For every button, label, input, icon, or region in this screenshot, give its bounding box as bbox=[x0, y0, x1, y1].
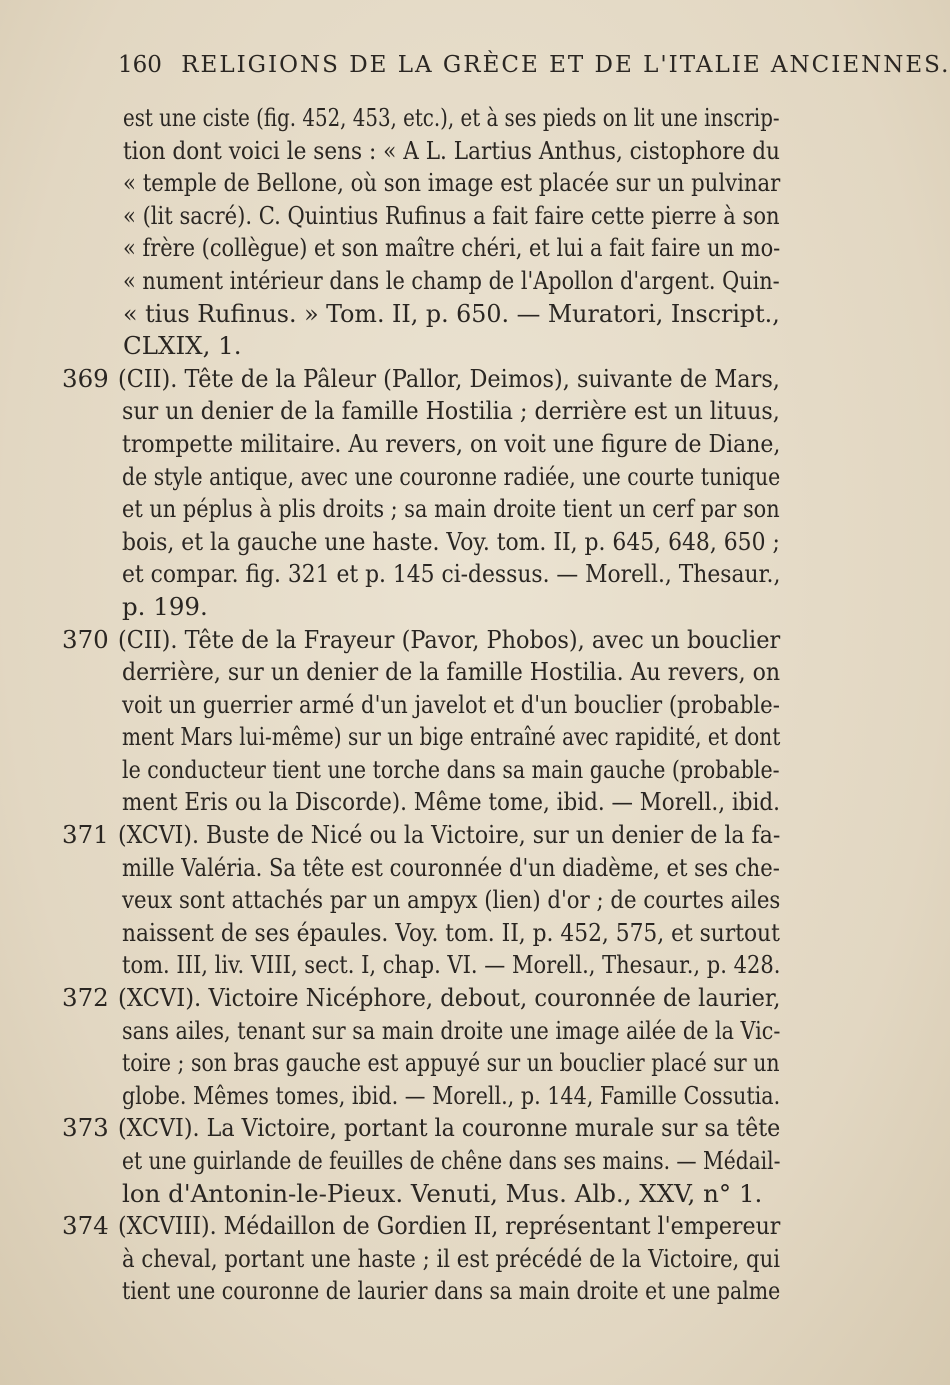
text-line: 370 (CII). Tête de la Frayeur (Pavor, Phobos), avec un bouclier bbox=[0, 624, 800, 657]
text-line: p. 199. bbox=[122, 591, 208, 621]
text-line: « frère (collègue) et son maître chéri, et lui a fait faire un mo- bbox=[123, 233, 781, 263]
text-line: ment Eris ou la Discorde). Même tome, ibid. — Morell., ibid. bbox=[122, 787, 780, 817]
text-line: « tius Rufinus. » Tom. II, p. 650. — Muratori, Inscript., bbox=[123, 298, 780, 328]
entry-number: 373 bbox=[62, 1113, 109, 1143]
text-line: 369 (CII). Tête de la Pâleur (Pallor, Deimos), suivante de Mars, bbox=[0, 363, 800, 396]
text-line: et compar. fig. 321 et p. 145 ci-dessus. — Morell., Thesaur., bbox=[122, 559, 781, 589]
text-line: mille Valéria. Sa tête est couronnée d'un diadème, et ses che- bbox=[122, 852, 780, 882]
text-line: naissent de ses épaules. Voy. tom. II, p. 452, 575, et surtout bbox=[122, 917, 780, 947]
text-line: lon d'Antonin-le-Pieux. Venuti, Mus. Alb., XXV, n° 1. bbox=[122, 1178, 763, 1208]
text-line: bois, et la gauche une haste. Voy. tom. II, p. 645, 648, 650 ; bbox=[122, 526, 780, 556]
text-line: « nument intérieur dans le champ de l'Apollon d'argent. Quin- bbox=[123, 265, 780, 295]
text-line: le conducteur tient une torche dans sa main gauche (probable- bbox=[122, 754, 780, 784]
text-line: 374 (XCVIII). Médaillon de Gordien II, représentant l'empereur bbox=[0, 1210, 800, 1243]
entry-372 bbox=[0, 982, 800, 1112]
text-line: tom. III, liv. VIII, sect. I, chap. VI. — Morell., Thesaur., p. 428. bbox=[122, 950, 781, 980]
entry-number: 371 bbox=[62, 820, 109, 850]
text-line: sur un denier de la famille Hostilia ; derrière est un lituus, bbox=[122, 396, 780, 426]
entry-number: 372 bbox=[62, 983, 109, 1013]
text-line: « temple de Bellone, où son image est placée sur un pulvinar bbox=[123, 168, 781, 198]
text-line: veux sont attachés par un ampyx (lien) d'or ; de courtes ailes bbox=[122, 885, 781, 915]
running-header bbox=[118, 52, 950, 78]
text-line: est une ciste (fig. 452, 453, etc.), et à ses pieds on lit une inscrip- bbox=[123, 103, 780, 132]
text-line: derrière, sur un denier de la famille Hostilia. Au revers, on bbox=[122, 657, 781, 687]
text-line: globe. Mêmes tomes, ibid. — Morell., p. 144, Famille Cossutia. bbox=[122, 1080, 781, 1110]
entry-number: 370 bbox=[62, 624, 109, 654]
entry-373 bbox=[0, 1112, 800, 1210]
text-line: tion dont voici le sens : « A L. Lartius Anthus, cistophore du bbox=[123, 135, 780, 165]
entry-369 bbox=[0, 363, 800, 624]
text-line: sans ailes, tenant sur sa main droite une image ailée de la Vic- bbox=[122, 1015, 781, 1045]
text-line: ment Mars lui-même) sur un bige entraîné avec rapidité, et dont bbox=[122, 722, 781, 752]
text-line: « (lit sacré). C. Quintius Rufinus a fait faire cette pierre à son bbox=[123, 200, 780, 230]
text-line: à cheval, portant une haste ; il est précédé de la Victoire, qui bbox=[122, 1243, 781, 1273]
text-line: et un péplus à plis droits ; sa main droite tient un cerf par son bbox=[122, 494, 780, 524]
text-line: CLXIX, 1. bbox=[123, 331, 242, 361]
text-line: de style antique, avec une couronne radiée, une courte tunique bbox=[122, 461, 781, 491]
entry-number: 369 bbox=[62, 363, 109, 393]
text-line: trompette militaire. Au revers, on voit une figure de Diane, bbox=[122, 428, 781, 458]
text-line: 373 (XCVI). La Victoire, portant la couronne murale sur sa tête bbox=[0, 1112, 800, 1145]
text-line: et une guirlande de feuilles de chêne dans ses mains. — Médail- bbox=[122, 1146, 781, 1175]
text-line: 371 (XCVI). Buste de Nicé ou la Victoire, sur un denier de la fa- bbox=[0, 819, 800, 852]
page-number: 160 bbox=[118, 52, 162, 78]
entry-number: 374 bbox=[62, 1211, 109, 1241]
text-line: voit un guerrier armé d'un javelot et d'un bouclier (probable- bbox=[122, 689, 780, 719]
continued-paragraph bbox=[0, 102, 800, 363]
entry-371 bbox=[0, 819, 800, 982]
page-body bbox=[0, 102, 800, 1308]
text-line: tient une couronne de laurier dans sa main droite et une palme bbox=[122, 1276, 781, 1306]
text-line: toire ; son bras gauche est appuyé sur un bouclier placé sur un bbox=[122, 1048, 780, 1078]
text-line: 372 (XCVI). Victoire Nicéphore, debout, couronnée de laurier, bbox=[0, 982, 800, 1015]
entry-374 bbox=[0, 1210, 800, 1308]
running-title: RELIGIONS DE LA GRÈCE ET DE L'ITALIE ANCIENNES. bbox=[181, 52, 950, 78]
entry-370 bbox=[0, 624, 800, 820]
